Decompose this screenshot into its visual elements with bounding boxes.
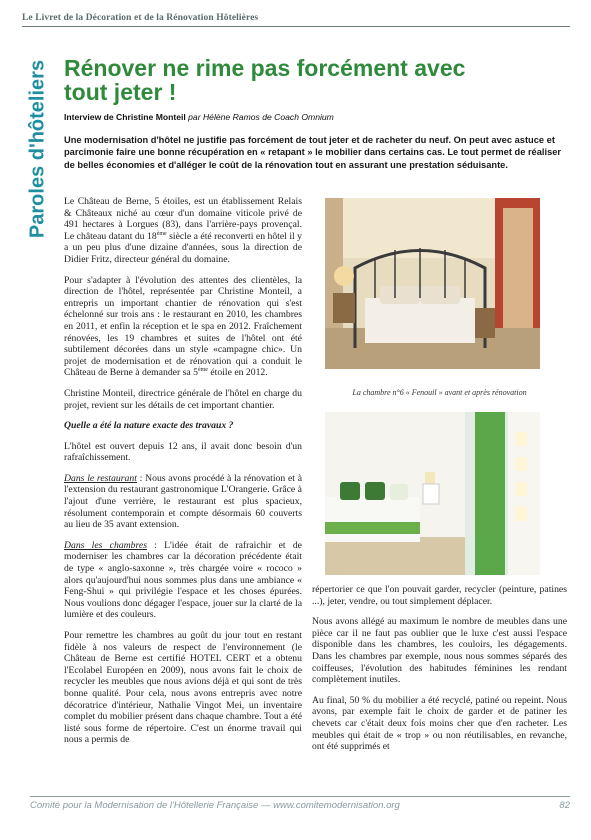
superscript: ème	[156, 230, 167, 237]
byline	[64, 112, 544, 122]
superscript: ème	[197, 367, 208, 374]
text-span: Pour s'adapter à l'évolution des attentes des clientèles, la direction de l'hôtel, représentée par Christine Monteil, a entrepris un important chantier de rénovation qui s'est échelonné sur trois ans : le restaurant en 2010, les chambres en 2011, et enfin la réception et le spa en 2012. Fraîchement rénovées, les 19 chambres et suites de l'hôtel ont été subtilement décorées dans un style «campagne chic». Un projet de modernisation et de rénovation qui a conduit le Château de Berne à demander sa 5	[64, 274, 302, 379]
label-restaurant: Dans le restaurant	[64, 472, 137, 484]
lead-paragraph: Une modernisation d'hôtel ne justifie pas forcément de tout jeter et de racheter du neuf. On peut avec astuce et parcimonie faire une bonne récupération en « retapant » le mobilier dans certains cas. Le tout permet de réaliser de belles économies et d'alléger le coût de la rénovation tout en assurant une prestation séduisante.	[64, 135, 562, 170]
paragraph-recycling: Pour remettre les chambres au goût du jour tout en restant fidèle à nos valeurs de respect de l'environnement (le Château de Berne est certifié HOTEL CERT et a obtenu l'Ecolabel Européen en 2009), nous avons fait le choix de recycler les meubles que nous avions déjà et qui sont de très bonne qualité. Pour cela, nous avons entrepris avec notre décoratrice d'intérieur, Nathalie Vingot Mei, un inventaire complet du mobilier présent dans chaque chambre. Tout a été listé sous forme de répertoire. C'est un énorme travail qui nous a permis de	[64, 630, 302, 746]
paragraph-rooms	[64, 540, 302, 621]
text-span: : L'idée était de rafraichir et de moderniser les chambres car la décoration précédente était de type « anglo-saxonne », très chargée voire « rococo » alors qu'aujourd'hui nous sommes plus dans une ambiance « Feng-Shui » qui privilégie l'espace et les choses épurées. Nous voulions donc dégager l'espace, jouer sur la clarté de la lumière et des couleurs.	[64, 539, 302, 621]
question: Quelle a été la nature exacte des travaux ?	[64, 420, 234, 432]
side-label	[27, 60, 49, 238]
label-rooms: Dans les chambres	[64, 539, 147, 551]
running-head: Le Livret de la Décoration et de la Rénovation Hôtelières	[22, 13, 259, 23]
left-column	[64, 196, 302, 755]
text-span: siècle a été reconverti en hôtel il y a un peu plus d'une dizaine d'années, sous la direction de Didier Fritz, directeur général du domaine.	[64, 230, 303, 265]
photo-after	[325, 412, 540, 575]
header-rule	[22, 26, 570, 27]
text-span: étoile en 2012.	[207, 367, 268, 379]
paragraph-restaurant	[64, 473, 302, 531]
byline-author: Interview de Christine Monteil	[64, 112, 186, 122]
right-column	[312, 584, 567, 762]
paragraph-renovation	[64, 275, 302, 379]
paragraph-intro	[64, 196, 302, 266]
paragraph-result: Au final, 50 % du mobilier a été recyclé, patiné ou repeint. Nous avons, par exemple fait le choix de garder et de patiner les chevets car c'était deux fois moins cher que d'en racheter. Les meubles qui était de « trop » ou non réutilisables, en revanche, ont été supprimés et	[312, 694, 567, 753]
paragraph-furniture: Nous avons allégé au maximum le nombre de meubles dans une pièce car il ne faut pas oublier que le luxe c'est aussi l'espace disponible dans les chambres, les couloirs, les dégagements. Dans les chambres par exemple, nous nous sommes séparés des coiffeuses, l'évolution des habitudes féminines les rendant complètement inutiles.	[312, 616, 567, 686]
bedroom-after-image	[325, 412, 540, 575]
photo-before	[325, 198, 540, 369]
footer-text: Comité pour la Modernisation de l'Hôtellerie Française — www.comitemodernisation.org	[30, 800, 400, 811]
photo-caption: La chambre n°6 « Fenouil » avant et après rénovation	[352, 388, 527, 397]
text-span: : Nous avons procédé à la rénovation et à l'extension du restaurant gastronomique L'Orangerie. Grâce à l'ajout d'une verrière, le restaurant est plus spacieux, résolument contemporain et compte désormais 60 couverts au lieu de 35 avant extension.	[64, 472, 302, 531]
page-number: 82	[559, 800, 570, 811]
bedroom-before-image	[325, 198, 540, 369]
paragraph-director: Christine Monteil, directrice générale de l'hôtel en charge du projet, revient sur les détails de cet important chantier.	[64, 387, 302, 411]
paragraph-answer: L'hôtel est ouvert depuis 12 ans, il avait donc besoin d'un rafraîchissement.	[64, 440, 302, 464]
footer-rule	[30, 796, 570, 797]
side-label-text: Paroles d'hôteliers	[26, 59, 49, 239]
article-title: Rénover ne rime pas forcément avec tout jeter !	[64, 55, 466, 105]
text-span: Le Château de Berne, 5 étoiles, est un établissement Relais & Châteaux niché au cœur d'un domaine viticole privé de 491 hectares à Lorgues (83), dans l'arrière-pays provençal. Le château datant du 18	[64, 196, 302, 242]
footer	[30, 800, 570, 811]
byline-interviewer: par Hélène Ramos de Coach Omnium	[185, 112, 334, 122]
paragraph-recycling-continued: répertorier ce que l'on pouvait garder, recycler (peinture, patines ...), jeter, vendre, ou tout simplement déplacer.	[312, 584, 567, 607]
